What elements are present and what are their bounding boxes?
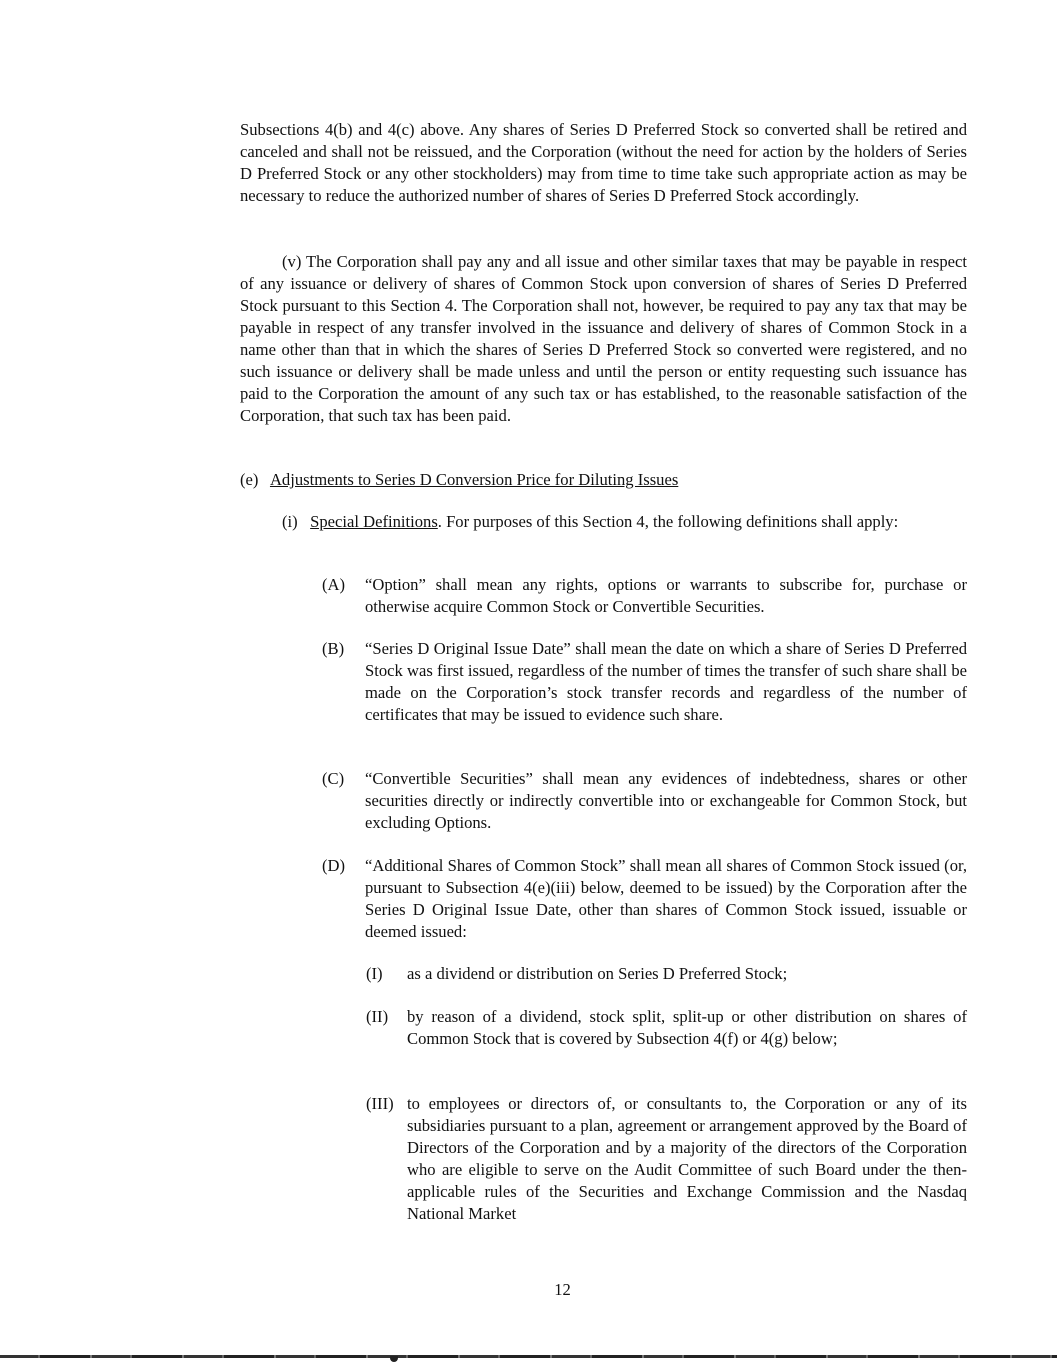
definition-label: (B) (322, 639, 345, 658)
scan-artifact-mark (390, 1356, 398, 1362)
sub-item-text: to employees or directors of, or consultants to, the Corporation or any of its subsidiaries pursuant to a plan, agreement or arrangement approved by the Board of Directors of the Corporation and by a majority of the directors of the Corporation who are eligible to serve on the Audit Committee of such Board under the then-applicable rules of the Securities and Exchange Commission and the Nasdaq National Market (407, 1094, 967, 1223)
section-e-heading (240, 469, 967, 491)
paragraph-v-taxes: (v) The Corporation shall pay any and all issue and other similar taxes that may be payable in respect of any issuance or delivery of shares of Common Stock upon conversion of shares of Series D Preferred Stock pursuant to this Section 4. The Corporation shall not, however, be required to pay any tax that may be payable in respect of any transfer involved in the issuance and delivery of shares of Common Stock in a name other than that in which the shares of Series D Preferred Stock so converted were registered, and no such issuance or delivery shall be made unless and until the person or entity requesting such issuance has paid to the Corporation the amount of any such tax or has established, to the reasonable satisfaction of the Corporation, that such tax has been paid. (240, 252, 967, 425)
sub-item-label: (II) (366, 1007, 389, 1026)
definition-label: (D) (322, 856, 346, 875)
paragraph-retirement-of-shares: Subsections 4(b) and 4(c) above. Any shares of Series D Preferred Stock so converted shall be retired and canceled and shall not be reissued, and the Corporation (without the need for action by the holders of Series D Preferred Stock or any other stockholders) may from time to time take such appropriate action as may be necessary to reduce the authorized number of shares of Series D Preferred Stock accordingly. (240, 120, 967, 205)
sub-item-label: (III) (366, 1094, 394, 1113)
sub-item-text: by reason of a dividend, stock split, split-up or other distribution on shares of Common Stock that is covered by Subsection 4(f) or 4(g) below; (407, 1007, 967, 1048)
sub-item-label: (I) (366, 964, 383, 983)
definition-text: “Series D Original Issue Date” shall mean the date on which a share of Series D Preferred Stock was first issued, regardless of the number of times the transfer of such share shall be made on the Corporation’s stock transfer records and regardless of the number of certificates that may be issued to evidence such share. (365, 639, 967, 724)
subsection-i-special-definitions (240, 511, 967, 533)
section-e-title: Adjustments to Series D Conversion Price for Diluting Issues (269, 470, 679, 489)
sub-item-text: as a dividend or distribution on Series D Preferred Stock; (407, 964, 788, 983)
subsection-i-label: (i) (282, 512, 298, 531)
definition-label: (A) (322, 575, 346, 594)
definition-text: “Option” shall mean any rights, options or warrants to subscribe for, purchase or otherwise acquire Common Stock or Convertible Securities. (365, 575, 967, 616)
subsection-i-title: Special Definitions (310, 512, 438, 531)
definition-label: (C) (322, 769, 345, 788)
section-e-label: (e) (240, 470, 259, 489)
scan-edge-line (0, 1355, 1057, 1358)
definition-text: “Convertible Securities” shall mean any evidences of indebtedness, shares or other securities directly or indirectly convertible into or exchangeable for Common Stock, but excluding Options. (365, 769, 967, 832)
subsection-i-text: . For purposes of this Section 4, the following definitions shall apply: (437, 512, 899, 531)
page-number: 12 (554, 1280, 571, 1299)
definition-text: “Additional Shares of Common Stock” shall mean all shares of Common Stock issued (or, pursuant to Subsection 4(e)(iii) below, deemed to be issued) by the Corporation after the Series D Original Issue Date, other than shares of Common Stock issued, issuable or deemed issued: (365, 856, 967, 941)
